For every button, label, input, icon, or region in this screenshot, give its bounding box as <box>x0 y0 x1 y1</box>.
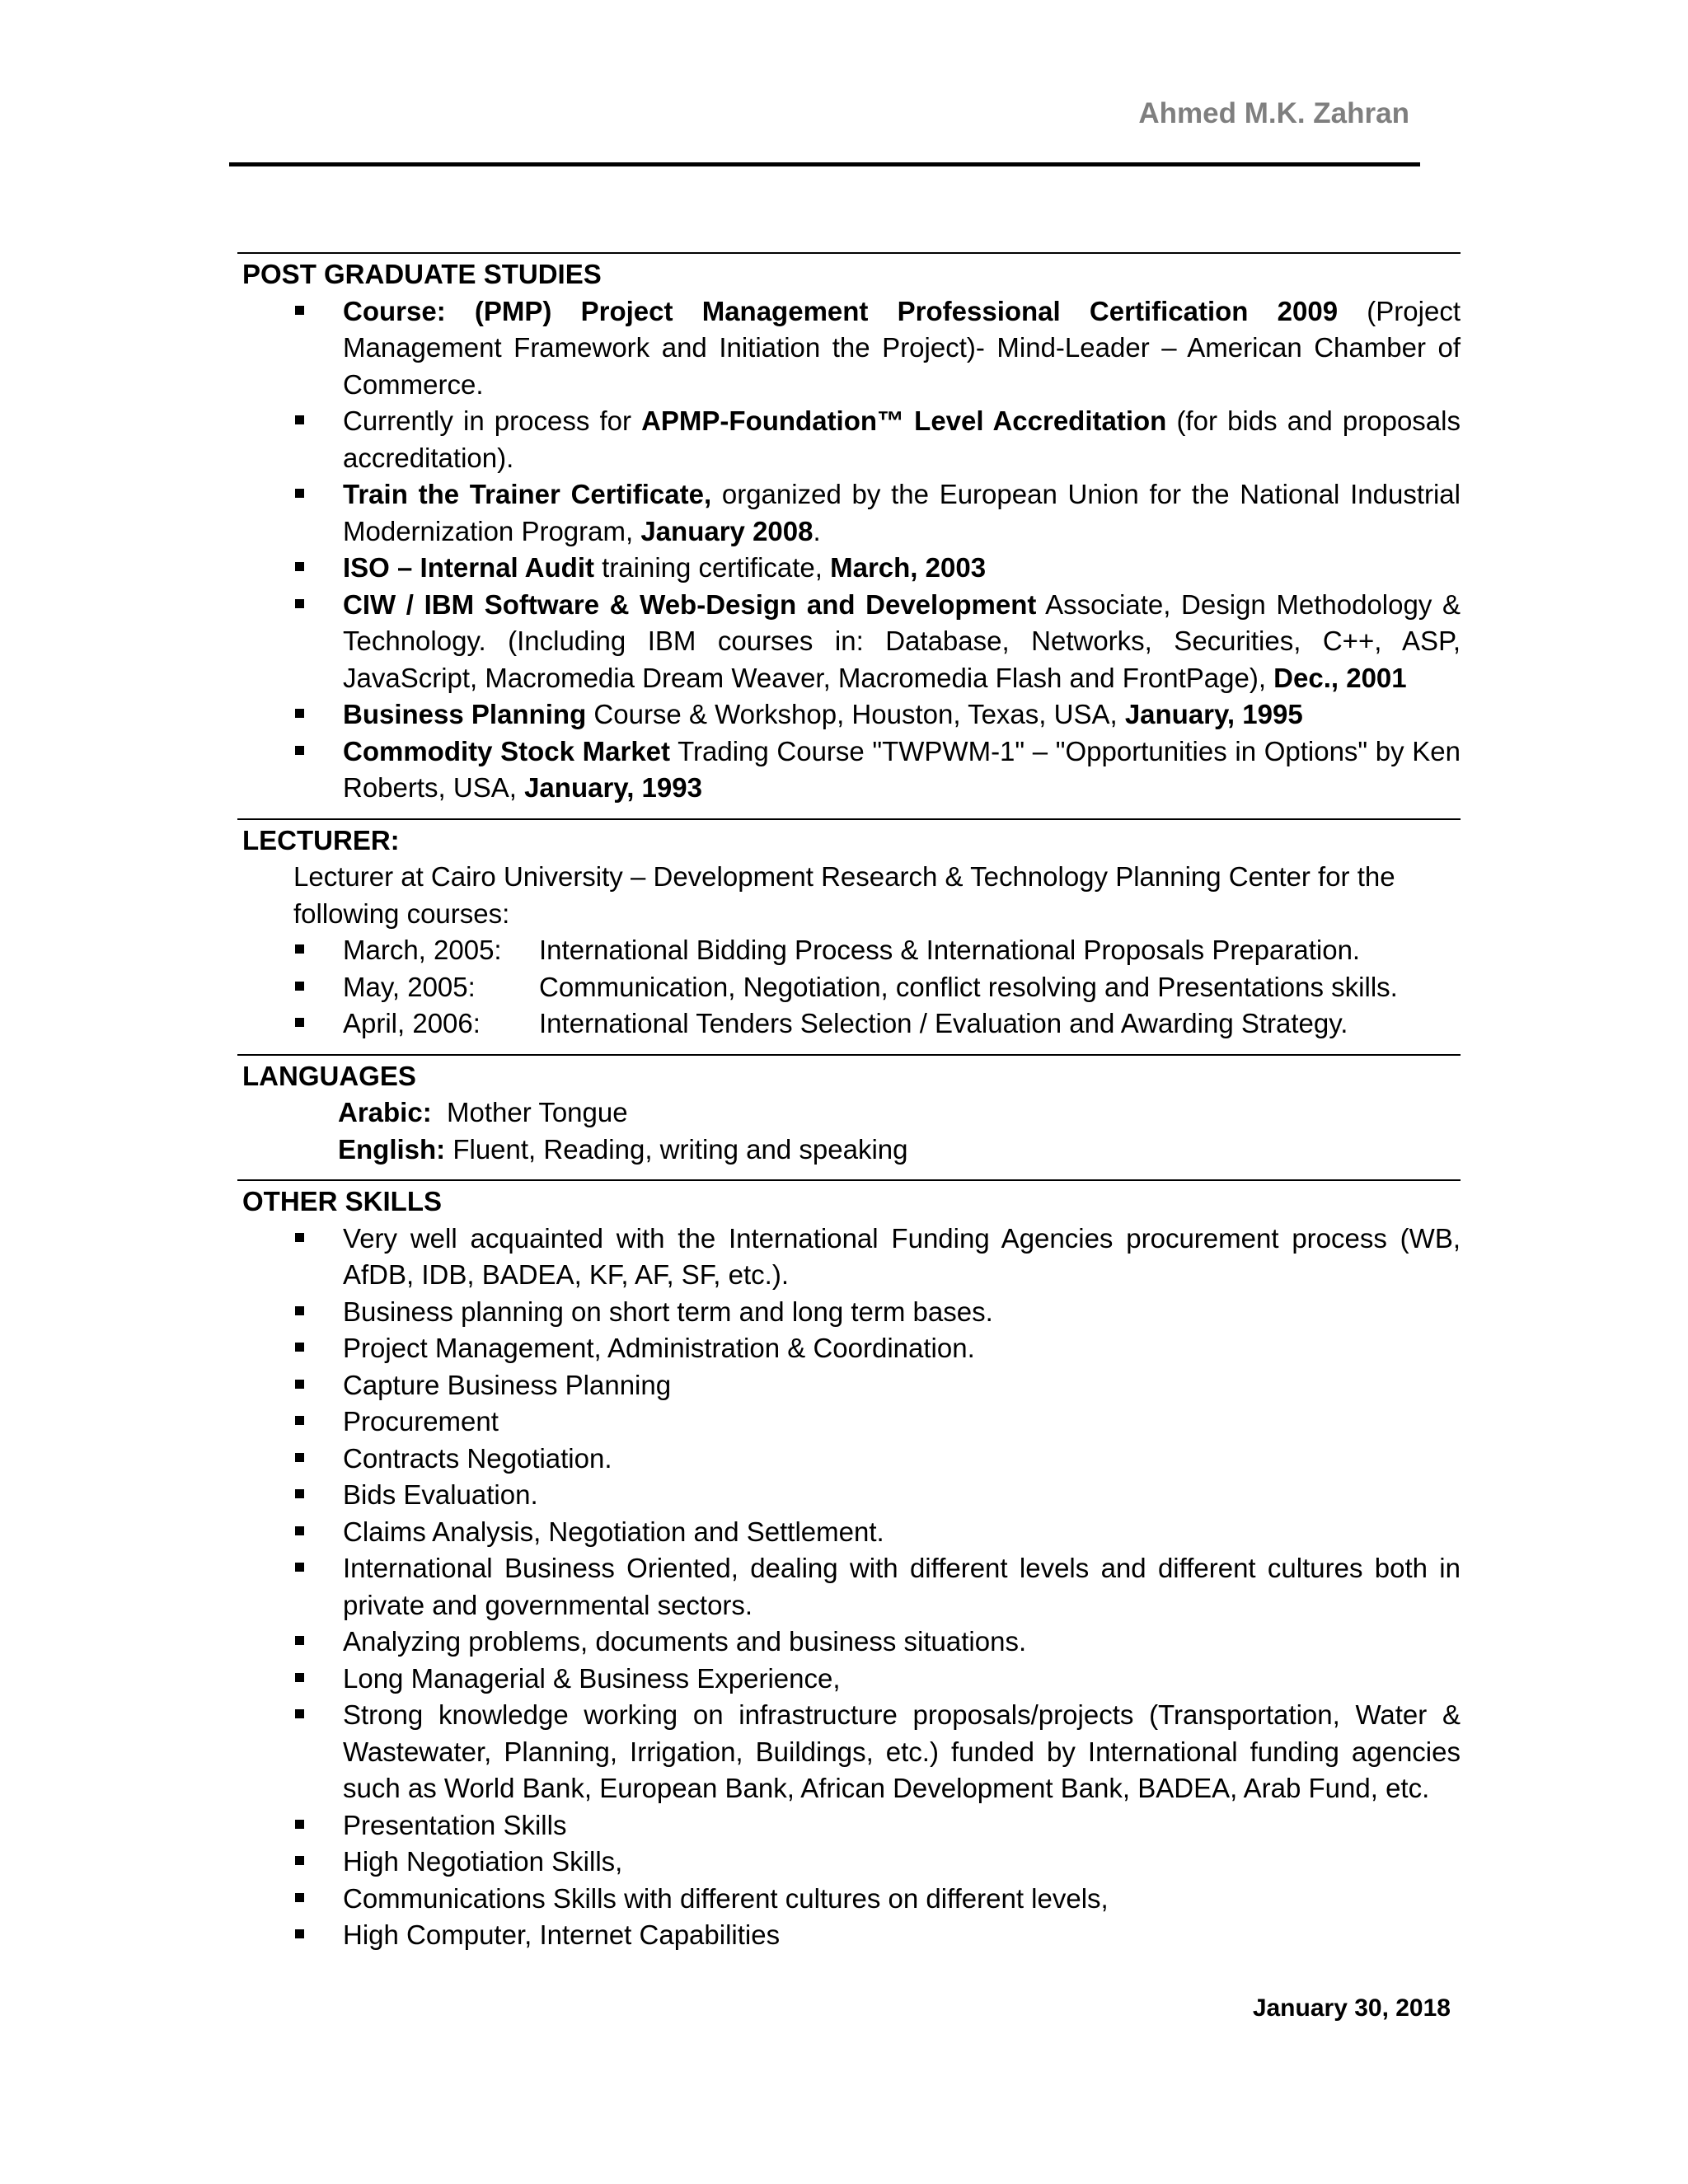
skill-text: Very well acquainted with the International Funding Agencies procurement process (WB, AfDB, IDB, BADEA, KF, AF, SF, etc.). <box>343 1222 1461 1290</box>
course-title: International Bidding Process & International Proposals Preparation. <box>539 935 1361 965</box>
skill-text: Long Managerial & Business Experience, <box>343 1662 841 1694</box>
section-title: OTHER SKILLS <box>242 1186 443 1216</box>
list-item <box>343 1881 1461 1918</box>
skill-text: International Business Oriented, dealing with different levels and different cultures both in private and governmental sectors. <box>343 1553 1461 1620</box>
header-rule <box>229 162 1420 166</box>
bullet-icon <box>295 1526 304 1535</box>
list-item <box>343 1697 1461 1807</box>
list-item <box>343 1661 1461 1698</box>
bullet-icon <box>295 1018 304 1027</box>
bullet-icon <box>295 1343 304 1352</box>
bullet-icon <box>295 982 304 991</box>
list-item <box>343 403 1461 476</box>
item-bold: ISO – Internal Audit <box>343 552 594 583</box>
skill-text: Capture Business Planning <box>343 1369 672 1400</box>
list-item <box>343 1404 1461 1441</box>
course-date: March, 2005: <box>343 935 502 965</box>
item-pre: Currently in process for <box>343 405 642 436</box>
list-item <box>343 587 1461 697</box>
bullet-icon <box>295 306 304 315</box>
list-item <box>343 1367 1461 1404</box>
item-bold: APMP-Foundation™ Level Accreditation <box>641 405 1167 436</box>
list-item <box>343 1514 1461 1551</box>
language-row <box>242 1094 1461 1132</box>
skill-text: Procurement <box>343 1406 499 1436</box>
skill-text: Claims Analysis, Negotiation and Settlement. <box>343 1516 884 1547</box>
post-graduate-list <box>242 293 1461 807</box>
bullet-icon <box>295 1929 304 1938</box>
bullet-icon <box>295 1233 304 1242</box>
list-item <box>343 1005 1461 1043</box>
skills-list <box>242 1221 1461 1954</box>
section-title: POST GRADUATE STUDIES <box>242 259 602 289</box>
list-item <box>343 1330 1461 1367</box>
lecturer-section <box>237 818 1461 1043</box>
skill-text: Communications Skills with different cultures on different levels, <box>343 1882 1109 1914</box>
list-item <box>343 1221 1461 1294</box>
footer-date: January 30, 2018 <box>1252 1994 1451 2022</box>
bullet-icon <box>295 1306 304 1315</box>
item-date: March, 2003 <box>830 552 987 583</box>
skill-text: Business planning on short term and long term bases. <box>343 1296 993 1327</box>
bullet-icon <box>295 1893 304 1902</box>
course-title: Communication, Negotiation, conflict resolving and Presentations skills. <box>539 971 1398 1002</box>
bullet-icon <box>295 1453 304 1462</box>
item-text: (for bids and proposals accreditation). <box>343 405 1461 473</box>
item-post: . <box>813 515 821 546</box>
item-bold: Commodity Stock Market <box>343 735 671 766</box>
course-date: April, 2006: <box>343 1008 481 1038</box>
language-label: Arabic: <box>338 1097 432 1127</box>
item-text: (Project Management Framework and Initiation the Project)- Mind-Leader – American Chamber of Commerce. <box>343 295 1461 400</box>
bullet-icon <box>295 944 304 954</box>
languages-section <box>237 1054 1461 1169</box>
bullet-icon <box>295 562 304 571</box>
bullet-icon <box>295 1820 304 1829</box>
bullet-icon <box>295 746 304 755</box>
bullet-icon <box>295 709 304 718</box>
item-date: January 2008 <box>640 515 814 546</box>
post-graduate-section <box>237 252 1461 807</box>
item-text: training certificate, <box>593 552 831 583</box>
bullet-icon <box>295 489 304 498</box>
lecturer-list <box>242 932 1461 1043</box>
item-text: Associate, Design Methodology & Technology. (Including IBM courses in: Database, Networks, Securities, C++, ASP, JavaScript, Macromedia Dream Weaver, Macromedia Flash and FrontPage), <box>343 588 1461 693</box>
list-item <box>343 1550 1461 1624</box>
bullet-icon <box>295 415 304 424</box>
list-item <box>343 733 1461 807</box>
list-item <box>343 550 1461 587</box>
language-row <box>242 1132 1461 1169</box>
lecturer-intro: Lecturer at Cairo University – Development Research & Technology Planning Center for the following courses: <box>293 861 1395 929</box>
item-text: Trading Course "TWPWM-1" – "Opportunities in Options" by Ken Roberts, USA, <box>343 735 1461 803</box>
header-name: Ahmed M.K. Zahran <box>1138 97 1409 129</box>
language-value: Mother Tongue <box>431 1097 628 1127</box>
bullet-icon <box>295 1489 304 1498</box>
list-item <box>343 1477 1461 1514</box>
skill-text: High Negotiation Skills, <box>343 1846 623 1877</box>
section-title: LANGUAGES <box>242 1060 416 1091</box>
list-item <box>343 1917 1461 1954</box>
other-skills-section <box>237 1179 1461 1954</box>
list-item <box>343 1807 1461 1844</box>
item-date: January, 1995 <box>1124 699 1303 729</box>
item-bold: Train the Trainer Certificate, <box>343 479 712 509</box>
course-title: International Tenders Selection / Evaluation and Awarding Strategy. <box>539 1008 1348 1038</box>
bullet-icon <box>295 1856 304 1865</box>
skill-text: Analyzing problems, documents and business situations. <box>343 1626 1027 1657</box>
list-item <box>343 1294 1461 1331</box>
skill-text: Contracts Negotiation. <box>343 1442 612 1474</box>
list-item <box>343 932 1461 969</box>
skill-text: Project Management, Administration & Coordination. <box>343 1333 975 1363</box>
language-value: Fluent, Reading, writing and speaking <box>445 1133 908 1165</box>
bullet-icon <box>295 1380 304 1389</box>
list-item <box>343 1844 1461 1881</box>
bullet-icon <box>295 599 304 608</box>
section-title: LECTURER: <box>242 824 400 855</box>
skill-text: Presentation Skills <box>343 1809 567 1840</box>
list-item <box>343 1624 1461 1661</box>
bullet-icon <box>295 1563 304 1572</box>
list-item <box>343 293 1461 404</box>
skill-text: Bids Evaluation. <box>343 1479 538 1510</box>
skill-text: Strong knowledge working on infrastructure proposals/projects (Transportation, Water & Wastewater, Planning, Irrigation, Buildings, etc.) funded by International funding agencies such as World Bank, European Bank, African Development Bank, BADEA, Arab Fund, etc. <box>343 1699 1461 1803</box>
bullet-icon <box>295 1636 304 1645</box>
item-bold: Course: (PMP) Project Management Professional Certification 2009 <box>343 295 1339 326</box>
resume-content <box>241 252 1461 1954</box>
bullet-icon <box>295 1673 304 1682</box>
course-date: May, 2005: <box>343 971 476 1002</box>
list-item <box>343 1441 1461 1478</box>
list-item <box>343 696 1461 733</box>
skill-text: High Computer, Internet Capabilities <box>343 1919 781 1950</box>
item-text: Course & Workshop, Houston, Texas, USA, <box>586 699 1125 729</box>
list-item <box>343 476 1461 550</box>
item-date: January, 1993 <box>524 772 702 803</box>
item-text: organized by the European Union for the National Industrial Modernization Program, <box>343 479 1461 546</box>
language-label: English: <box>338 1133 446 1165</box>
list-item <box>343 969 1461 1006</box>
item-bold: CIW / IBM Software & Web-Design and Development <box>343 588 1037 620</box>
bullet-icon <box>295 1709 304 1718</box>
bullet-icon <box>295 1416 304 1425</box>
item-date: Dec., 2001 <box>1273 662 1407 693</box>
item-bold: Business Planning <box>343 699 587 729</box>
